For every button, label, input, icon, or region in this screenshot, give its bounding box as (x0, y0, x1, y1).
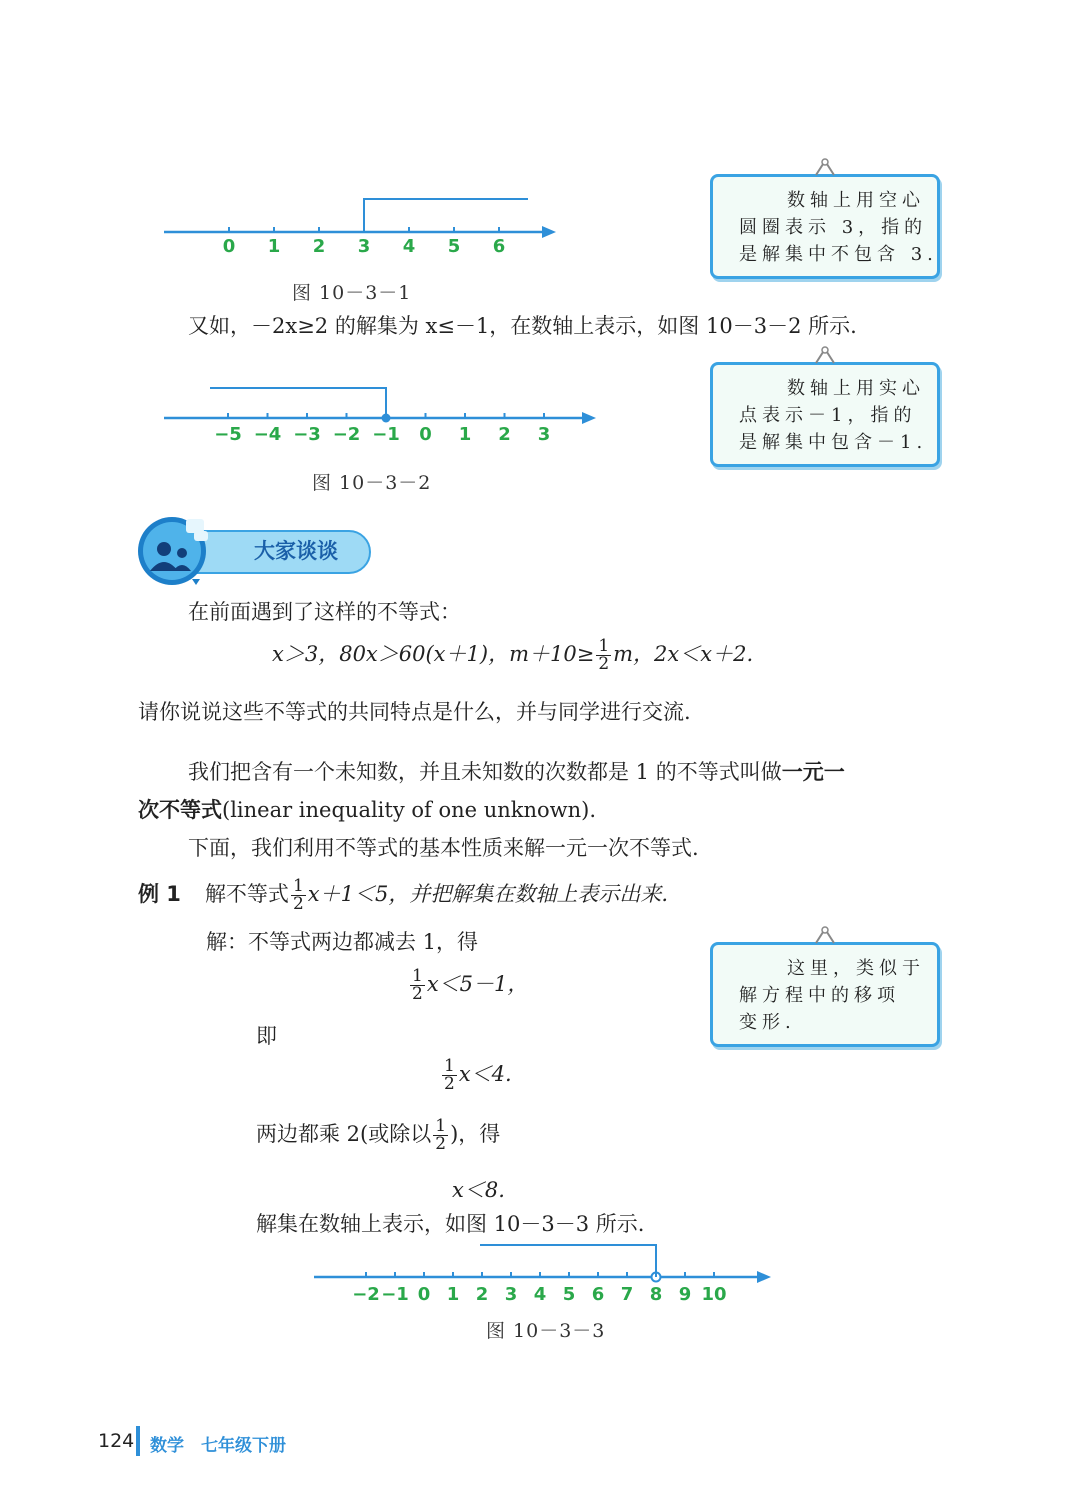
tick-label: 2 (312, 236, 326, 257)
tick-label: 0 (417, 1284, 431, 1305)
discussion-title: 大家谈谈 (254, 539, 338, 563)
number-line-fig-10-3-3 (310, 1240, 780, 1314)
number-line-fig-10-3-1 (160, 190, 560, 264)
tick-label: 5 (447, 236, 461, 257)
tick-label: −1 (381, 1284, 409, 1305)
figure-caption: 图 10－3－3 (486, 1320, 606, 1342)
hanger-hook-icon (814, 158, 836, 176)
tick-label: 6 (591, 1284, 605, 1305)
figure-caption: 图 10－3－2 (312, 472, 432, 494)
page-number: 124 (98, 1430, 135, 1452)
tick-label: 1 (458, 424, 472, 445)
tick-label: 9 (678, 1284, 692, 1305)
tick-label: −5 (214, 424, 242, 445)
tick-label: −4 (253, 424, 282, 445)
equation-step-1: $\frac{1}{2}$ x＜5－1， (412, 966, 529, 1004)
tick-label: 3 (537, 424, 551, 445)
hanger-hook-icon (814, 926, 836, 944)
tick-label: 8 (649, 1284, 663, 1305)
book-title: 数学 七年级下册 (150, 1436, 286, 1456)
discussion-banner (136, 513, 372, 587)
paragraph-example-2: 又如，－2x≥2 的解集为 x≤－1，在数轴上表示，如图 10－3－2 所示. (188, 314, 857, 338)
tick-label: 2 (498, 424, 511, 445)
tick-label: 2 (475, 1284, 489, 1305)
tick-label: 1 (446, 1284, 460, 1305)
tick-label: 5 (562, 1284, 576, 1305)
tick-label: −1 (372, 424, 400, 445)
solution-step-1: 解：不等式两边都减去 1，得 (206, 930, 479, 954)
tick-label: 0 (419, 424, 432, 445)
discussion-question: 请你说说这些不等式的共同特点是什么，并与同学进行交流. (138, 700, 691, 724)
number-line-fig-10-3-2 (160, 380, 600, 454)
inequality-list: x＞3，80x＞60(x＋1)，m＋10≥ $\frac{1}{2}$ m，2x＜x＋2. (272, 636, 754, 674)
margin-note-solid-dot: 数轴上用实心 点表示－1，指的 是解集中包含－1. (710, 362, 940, 467)
tick-label: 1 (267, 236, 281, 257)
next-line: 下面，我们利用不等式的基本性质来解一元一次不等式. (188, 836, 699, 860)
equation-step-3: x＜8. (452, 1178, 505, 1202)
tick-label: −3 (293, 424, 321, 445)
solution-step-4: 解集在数轴上表示，如图 10－3－3 所示. (256, 1212, 645, 1236)
tick-label: 0 (222, 236, 236, 257)
footer-divider (136, 1426, 140, 1456)
margin-note-transposition: 这里，类似于 解方程中的移项 变形. (710, 942, 940, 1047)
definition-line-2: 次不等式(linear inequality of one unknown). (138, 798, 597, 822)
tick-label: −2 (352, 1284, 380, 1305)
tick-label: −2 (332, 424, 361, 445)
tick-label: 3 (504, 1284, 518, 1305)
discussion-intro: 在前面遇到了这样的不等式： (188, 600, 461, 624)
solution-step-3: 两边都乘 2(或除以 $\frac{1}{2}$ )，得 (256, 1116, 501, 1154)
equation-step-2: $\frac{1}{2}$ x＜4. (444, 1056, 512, 1094)
tick-label: 10 (701, 1284, 727, 1305)
tick-label: 4 (533, 1284, 547, 1305)
definition-line-1: 我们把含有一个未知数，并且未知数的次数都是 1 的不等式叫做一元一 (188, 760, 845, 784)
hanger-hook-icon (814, 346, 836, 364)
ji-word: 即 (256, 1024, 277, 1048)
tick-label: 6 (492, 236, 506, 257)
tick-label: 7 (620, 1284, 634, 1305)
tick-label: 3 (357, 236, 371, 257)
tick-label: 4 (402, 236, 416, 257)
margin-note-hollow-circle: 数轴上用空心 圆圈表示 3，指的 是解集中不包含 3. (710, 174, 940, 279)
figure-caption: 图 10－3－1 (292, 282, 412, 304)
example-1: 例 1 解不等式 $\frac{1}{2}$ x＋1＜5，并把解集在数轴上表示出来. (138, 876, 669, 914)
